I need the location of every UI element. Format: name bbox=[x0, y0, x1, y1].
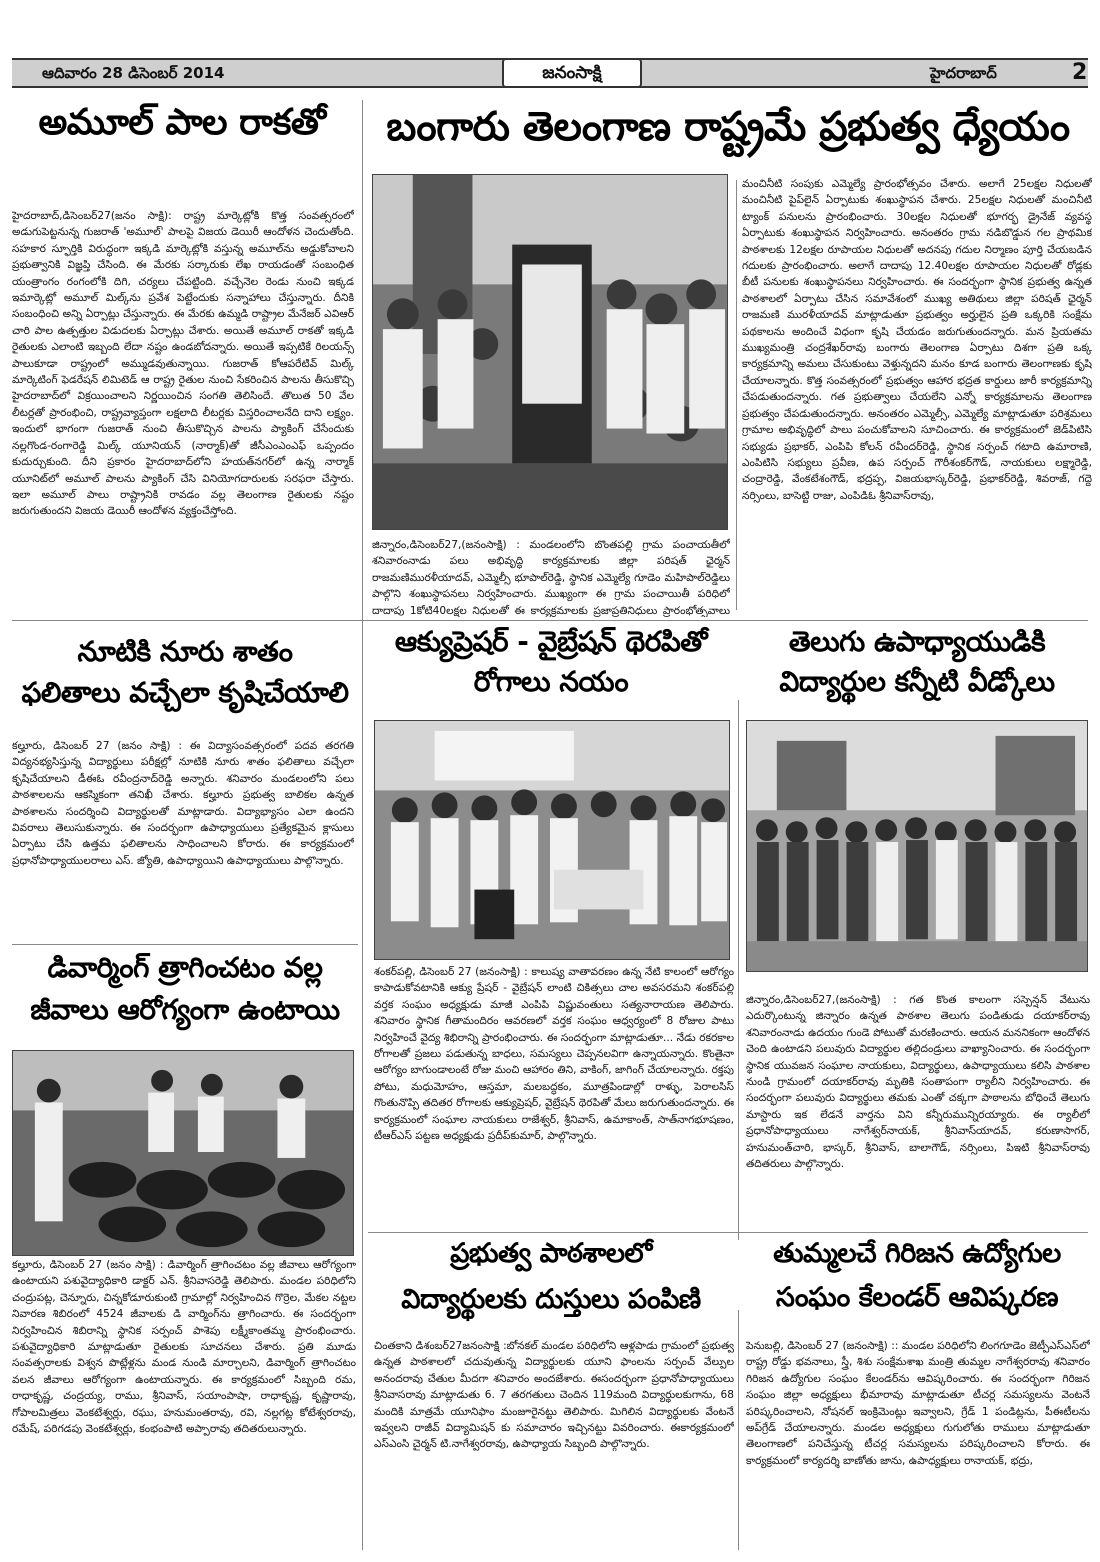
section-divider bbox=[12, 944, 358, 945]
telugu-teacher-headline-1: తెలుగు ఉపాధ్యాయుడికి bbox=[788, 625, 1046, 658]
hundred-percent-headline-2: ఫలితాలు వచ్చేలా కృషిచేయాలి bbox=[21, 676, 349, 709]
tummala-headline-2: సంఘం కేలండర్ ఆవిష్కరణ bbox=[775, 1282, 1059, 1313]
edition-city: హైదరాబాద్ bbox=[930, 64, 997, 82]
foundation-stone-photo bbox=[372, 174, 728, 530]
page-header-bar bbox=[12, 58, 1088, 88]
acupressure-headline-2: రోగాలు నయం bbox=[473, 665, 629, 698]
golden-telangana-headline: బంగారు తెలంగాణ రాష్ట్రమే ప్రభుత్వ ధ్యేయం bbox=[386, 104, 1070, 150]
hundred-percent-headline-1: నూటికి నూరు శాతం bbox=[77, 635, 293, 668]
column-divider bbox=[736, 180, 737, 610]
tummala-headline-1: తుమ్మలచే గిరిజన ఉద్యోగుల bbox=[773, 1238, 1061, 1269]
golden-telangana-body-right: మంచినీటి సంపుకు ఎమ్మెల్యే ప్రారంభోత్సవం చేశారు. అలాగే 25లక్షల నిధులతో మంచినీటి పైప్‌లైన్ ఏర్పాటుకు శంఖుస్థాపన చేశారు. 25లక్షల నిధులతో మంచినీటి ట్యాంక్ పనులను ప్రారంభించారు. 30లక్షల నిధులతో భూగర్భ డ్రైనేజ్ వ్యవస్థ ఏర్పాటుకు శంఖుస్థాపన నిర్వహించారు. అనంతరం గ్రామ నడిబొడ్డున గల ప్రాథమిక పాఠశాలకు 12లక్షల రూపాయల నిధులతో అదనపు గదుల నిర్మాణం పూర్తి చేయబడిన గదులకు ప్రారంభించారు. అలాగే దాదాపు 12.40లక్షల రూపాయల నిధులతో రోడ్లకు బీటీ పనులకు శంఖుస్థాపనలు నిర్వహించారు. ఈ సందర్భంగా స్థానిక ప్రభుత్వ ఉన్నత పాఠశాలలో ఏర్పాటు చేసిన సమావేశంలో ముఖ్య అతిథులు జిల్లా పరిషత్ ఛైర్మన్ రాజమణి మురళీయాదవ్ మాట్లాడుతూ ప్రభుత్వం అర్హులైన ప్రతి ఒక్కరికి సంక్షేమ పథకాలను అందించే విధంగా కృషి చేయడం జరుగుతుందన్నారు. మన ప్రియతమ ముఖ్యమంత్రి చంద్రశేఖర్‌రావు బంగారు తెలంగాణ ఏర్పాటు దిశగా ప్రతి ఒక్క కార్యక్రమాన్ని అమలు చేసుకుంటు వెళ్తున్నదని మనం కూడ బంగారు తెలంగాణకు కృషి చేయాలన్నారు. కొత్త సంవత్సరంలో ప్రభుత్వం ఆహార భద్రత కార్డులు జారీ కార్యక్రమాన్ని చేపడుతుందన్నారు. గత ప్రభుత్వాలు చేయలేని ఎన్నో కార్యక్రమాలను తెలంగాణ ప్రభుత్వం చేపడుతుందన్నారు. అనంతరం ఎమ్మెల్సీ, ఎమ్మెల్యే మాట్లాడుతూ పరిశ్రమలు గ్రామాల అభివృద్ధిలో పాలు పంచుకోవాలని సూచించారు. ఈ కార్యక్రమంలో జెడ్‌పిటిసి సభ్యుడు ప్రభాకర్, ఎంపిపి కోలన్ రవీందర్‌రెడ్డి, స్థానిక సర్పంచ్ గటాది ఉమారాణి, ఎంపిటిసి సభ్యులు ప్రవీణ, ఉప సర్పంచ్ గౌరీశంకర్‌గౌడ్, నాయకులు లక్ష్మారెడ్డి, చంద్రారెడ్డి, వేంకటేశంగౌడ్, భద్రప్ప, విజయభాస్కర్‌రెడ్డి, ప్రభాకర్‌రెడ్డి, శివరాజ్, గద్దె నర్సింలు, బాసెట్టి రాజు, ఎంపిడిఓ శ్రీనివాస్‌రావు, bbox=[742, 178, 1092, 502]
acupressure-body: శంకర్‌పల్లి, డిసెంబర్ 27 (జనంసాక్షి) : కాలుష్య వాతావరణం ఉన్న నేటి కాలంలో ఆరోగ్యం కాపాడుకోవటానికి ఆక్యు ప్రేషర్ - వైబ్రేషన్ లాంటి చికిత్సలు చాల అవసరమని శంకర్‌పల్లి వర్తక సంఘం అధ్యక్షుడు మాజీ ఎంపిపి విష్ణువంతులు సత్యనారాయణ తెలిపారు. శనివారం స్థానిక గీతామందిరం ఆవరణలో వర్తక సంఘం ఆధ్వర్యంలో 8 రోజుల పాటు నిర్వహించే వైద్య శిభిరాన్ని ప్రారంభించారు. ఈ సందర్భంగా మాట్లాడుతూ... నేడు రకరకాల రోగాలతో ప్రజలు పడుతున్న బాధలు, సమస్యలు చెప్పనలవిగా ఉన్నాయన్నారు. కొంతైనా ఆరోగ్యం బాగుండాలంటే రోజు మంచి ఆహారం తిని, వాకింగ్, జాగింగ్ చేయాలన్నారు. రక్తపు పోటు, మధుమోహం, ఆస్తమా, మలబద్ధకం, మూత్రపిండాల్లో రాళ్ళు, పెరాలసిస్ గొంతునొప్పి తదితర రోగాలకు ఆక్యుప్రెషర్, వైబ్రేషన్ థెరపితో మేలు జరుగుతుందన్నారు. ఈ కార్యక్రమంలో సంఘాల నాయకులు రాజేశ్వర్, శ్రీనివాస్, ఉమాకాంత్, సాత్‌నాగభూషణం, టీఆర్ఎస్ పట్టణ అధ్యక్షుడు ప్రదీప్‌కుమార్, పాల్గొన్నారు. bbox=[374, 966, 734, 1143]
column-divider bbox=[362, 100, 363, 1550]
acupressure-headline-1: ఆక్యుప్రెషర్ - వైబ్రేషన్ థెరపితో bbox=[394, 625, 708, 658]
section-divider bbox=[368, 1232, 1088, 1233]
issue-date: ఆదివారం 28 డిసెంబర్ 2014 bbox=[42, 64, 225, 82]
column-divider bbox=[738, 1310, 739, 1550]
page-number: 2 bbox=[1072, 60, 1088, 85]
teacher-rally-photo bbox=[746, 720, 1088, 972]
golden-telangana-body-left: జిన్నారం,డిసెంబర్27,(జనంసాక్షి) : మండలంలోని బొంతపల్లి గ్రామ పంచాయతీలో శనివారంనాడు పలు అభివృద్ధి కార్యక్రమాలకు జిల్లా పరిషత్ ఛైర్మన్ రాజమణిమురళీయాదవ్, ఎమ్మెల్సీ భూపాల్‌రెడ్డి, స్థానిక ఎమ్మెల్యే గూడెం మహిపాల్‌రెడ్డిలు పాల్గొని శంఖుస్థాపనలు నిర్వహించారు. ముఖ్యంగా ఈ గ్రామ పంచాయితీ పరిధిలో దాదాపు 1కోటి40లక్షల నిధులతో ఈ కార్యక్రమాలకు ప్రజాప్రతినిధులు ప్రారంభోత్సవాలు bbox=[372, 539, 730, 617]
section-divider bbox=[12, 620, 1088, 621]
amul-headline: అమూల్ పాల రాకతో bbox=[38, 102, 326, 143]
uniforms-body: చింతకాని డిశంబర్27జనంసాక్షి :బోనకల్ మండల పరిధిలోని ఆళ్లపాడు గ్రామంలో ప్రభుత్వ ఉన్నత పాఠశాలలో చదువుతున్న విద్యార్థులకు యూని ఫాంలను సర్పంచ్ వేల్పుల అనందరావు చేతుల మీదగా శనివారం అందజేశారు. ఈసందర్భంగా ప్రధానోపాధ్యాయులు శ్రీనివాసరావు మాట్లాడుతు 6. 7 తరగతులు చెందిన 119మంది విద్యార్థులకుగాను, 68 మందికి మాత్రమే యూనిఫాం మంజూరైనట్టు తెలిపారు. మిగిలిన విద్యార్థులకు వేంటనే ఇవ్వలని రాజీవ్ విద్యామిషన్ కు సమాచారం ఇచ్చినట్టు వివరించారు. ఈకార్యక్రమంలో ఎస్ఎంసి చైర్మన్ టి.నాగేశ్వరరావు, ఉపాధ్యాయ సిబ్బంది పాల్గొన్నారు. bbox=[374, 1340, 734, 1451]
newspaper-logo: జనంసాక్షి bbox=[502, 58, 642, 88]
uniforms-headline-1: ప్రభుత్వ పాఠశాలలో bbox=[450, 1238, 652, 1269]
deworming-headline-1: డివార్మింగ్ త్రాగించటం వల్ల bbox=[47, 951, 323, 984]
goats-deworming-photo bbox=[12, 1050, 354, 1256]
acupressure-camp-photo bbox=[374, 720, 730, 960]
hundred-percent-body: కల్హూరు, డిసెంబర్ 27 (జనం సాక్షి) : ఈ విద్యాసంవత్సరంలో పదవ తరగతి విద్యనభ్యసిస్తున్న విద్యార్థులు పరీక్షల్లో నూటికి నూరు శాతం ఫలితాలు వచ్చేలా కృషిచేయాలని డీఈఓ రవీంద్రనాద్‌రెడ్డి అన్నారు. శనివారం మండలంలోని పలు పాఠశాలలను ఆకస్మికంగా తనిఖీ చేశారు. కల్హూరు ప్రభుత్వ బాలికల ఉన్నత పాఠశాలను సందర్శించి విద్యార్థులతో మాట్లాడారు. విద్యాభ్యాసం ఎలా ఉందని వివరాలు తెలుసుకున్నారు. ఈ సందర్భంగా ఉపాధ్యాయులు ప్రత్యేకమైన క్లాసులు ఏర్పాటు చేసి ఉత్తమ ఫలితాలను సాధించాలని కోరారు. ఈ కార్యక్రమంలో ప్రధానోపాధ్యాయులరాలు ఎస్. జ్యోతి, ఉపాధ్యాయిని ఉపాధ్యాయులు పాల్గొన్నారు. bbox=[12, 740, 354, 867]
uniforms-headline-2: విద్యార్థులకు దుస్తులు పంపిణి bbox=[401, 1284, 701, 1315]
deworming-body: కల్హూరు, డిసెంబర్ 27 (జనం సాక్షి) : డివార్మింగ్ త్రాగించటం వల్ల జీవాలు ఆరోగ్యంగా ఉంటాయని పశువైద్యాధికారి డాక్టర్ ఎన్. శ్రీనివాసరెడ్డి తెలిపారు. మండల పరిధిలోని చంద్రుపట్ల, చెన్నూరు, చిన్నకోడూరుకుంటి గ్రామాల్లో నిర్వహించిన గొర్రెల, మేకల నట్టల నివారణ శిబిరంలో 4524 జీవాలకు డి వార్మింగ్‌ను త్రాగించారు. ఈ సందర్భంగా నిర్వహించిన శిబిరాన్ని స్థానిక సర్పంచ్ పాశెపు లక్ష్మీకాంతమ్మ ప్రారంభించారు. పశువైద్యాధికారి మాట్లాడుతూ రైతులకు సూచనలు చేశారు. ప్రతి మూడు సంవత్సరాలకు విశ్వన పొట్లేళ్లను మండ నుండి మార్చాలని, డివార్మింగ్ త్రాగించటం వలన జీవాలు ఆరోగ్యంగా ఉంటాయన్నారు. ఈ కార్యక్రమంలో సిబ్బంది రమ, రాధాకృష్ణ, చంద్రయ్య, రాము, శ్రీనివాస్, సయాంపాషా, రాధాకృష్ణ, కృష్ణారావు, గోపాలమిత్రలు వెంకటేశ్వర్లు, రఘు, హనుమంతరావు, రవి, నల్లగట్ల కోటేశ్వరరావు, రమేష్, పరిగడపు వెంకటేశ్వర్లు, కంభంపాటి అప్పారావు తదితరులున్నారు. bbox=[12, 1259, 356, 1436]
amul-article-body: హైదరాబాద్,డిసెంబర్27(జనం సాక్షి): రాష్ట్ర మార్కెట్లోకి కొత్త సంవత్సరంలో అడుగుపెట్టనున్న గుజరాత్ 'అమూల్' పాలపై విజయ డెయిరీ ఆందోళన చెందుతోంది. సహకార స్ఫూర్తికి విరుద్ధంగా ఇక్కడి మార్కెట్లోకి వస్తున్న అమూల్‌ను అడ్డుకోవాలని ప్రభుత్వానికి విజ్ఞప్తి చేసింది. ఈ మేరకు సర్కారుకు లేఖ రాయడంతో సంబంధిత యంత్రాంగం రంగంలోకి దిగి, చర్యలు చేపట్టింది. వచ్చేనెల రెండు నుంచి ఇక్కడ ఇమార్కెట్లో అమూల్ మిల్క్‌ను ప్రవేశ పెట్టేందుకు సన్నాహాలు చేస్తున్నారు. దీనికి సంబంధించి అన్ని ఏర్పాట్లు చేస్తున్నారు. ఈ మేరకు ఉమ్మడి రాష్ట్రాల మేనేజర్ ఎవిఆర్ చారి పాల ఉత్పత్తుల విడుదలకు ఏర్పాట్లు చేశారు. అయితే అమూల్ రాకతో ఇక్కడి రైతులకు ఎలాంటి ఇబ్బంది లేదా నష్టం ఉండబోదన్నారు. అయితే ఇప్పటికే రిలయన్స్ పాలుకూడా రాష్ట్రంలో అమ్ముడవుతున్నాయి. గుజరాత్ కోఆపరేటివ్ మిల్క్ మార్కెటింగ్ ఫెడరేషన్ లిమిటెడ్ ఆ రాష్ట్ర రైతుల నుంచి సేకరించిన పాలను తీసుకొచ్చి హైదరాబాద్‌లో విక్రయించాలని నిర్ణయించిన సంగతి తెలిసిందే. తొలుత 50 వేల లీటర్లతో ప్రారంభించి, రాష్ట్రవ్యాప్తంగా లక్షలాది లీటర్లకు విస్తరించాలనేది దాని లక్ష్యం. ఇందులో భాగంగా గుజరాత్ నుంచి తీసుకొచ్చిన పాలను ప్యాకింగ్ చేసేందుకు నల్లగొండ-రంగారెడ్డి మిల్క్ యూనియన్ (నార్మాక్)తో జీసీఎంఎంఎఫ్ ఒప్పందం కుదుర్చుకుంది. దీని ప్రకారం హైదరాబాద్‌లోని హయత్‌నగర్‌లో ఉన్న నార్మాక్ యూనిట్‌లో అమూల్ పాలను ప్యాకింగ్ చేసి వినియోగదారులకు సరఫరా చేస్తారు. ఇలా అమూల్ పాలు రాష్ట్రానికి రావడం వల్ల తెలంగాణ రైతులకు నష్టం జరుగుతుందని విజయ డెయిరీ ఆందోళన వ్యక్తంచేస్తోంది. bbox=[12, 210, 354, 518]
column-divider bbox=[738, 700, 739, 1240]
telugu-teacher-headline-2: విద్యార్థుల కన్నీటి వీడ్కోలు bbox=[779, 665, 1055, 698]
deworming-headline-2: జీవాలు ఆరోగ్యంగా ఉంటాయి bbox=[30, 993, 340, 1026]
telugu-teacher-body: జిన్నారం,డిసెంబర్27,(జనంసాక్షి) : గత కొంత కాలంగా సస్పెన్షన్ వేటును ఎదుర్కొంటున్న జిన్నారం ఉన్నత పాఠశాల తెలుగు పండితుడు దయాకర్‌రావు శనివారంనాడు ఉదయం గుండె పోటుతో మరణించారు. ఆయన మననికంగా ఆందోళన చెంది ఉంటాడని పలువురు విద్యార్థుల తల్లిదండ్రులు వాఖ్యానించారు. ఈ సందర్భంగా స్థానిక యువజన సంఘాల నాయకులు, విద్యార్థులు, ఉపాధ్యాయులు కలిసి పాఠశాల నుండి గ్రామంలో దయాకర్‌రావు మృతికి సంతాపంగా ర్యాలీని నిర్వహించారు. ఈ సందర్భంగా పలువురు విద్యార్థులు తమకు ఎంతో చక్కగా పాఠాలను బోధించే తెలుగు మాస్టారు ఇక లేడనే వార్తను విని కన్నీరుమున్నిరయ్యారు. ఈ ర్యాలీలో ప్రధానోపాధ్యాయులు నాగేశ్వర్‌నాయక్, శ్రీనివాస్‌యాదవ్, కరుణాసాగర్, హనుమంత్‌చారి, భాస్కర్, శ్రీనివాస్, బాలాగౌడ్, నర్సింలు, పిఇటి శ్రీనివాస్‌రావు తదితరులు పాల్గొన్నారు. bbox=[746, 994, 1090, 1171]
tummala-body: పెనుబల్లి, డిసెంబర్ 27 (జనంసాక్షి) :: మండల పరిధిలోని లింగగూడెం జెట్పీఎస్ఎస్‌లో రాష్ట్ర రోడ్డు భవనాలు, స్త్రీ, శిశు సంక్షేమశాఖ మంత్రి తుమ్మల నాగేశ్వరరావు శనివారం గిరిజన ఉద్యోగుల సంఘం కేలండర్‌ను ఆవిష్కరించారు. ఈ సందర్భంగా గిరిజన సంఘం జిల్లా అధ్యక్షులు భీమారావు మాట్లాడుతూ టీచర్ల సమస్యలను వెంటనే పరిష్కరించాలని, నోషనల్ ఇంక్రిమెంట్లు ఇవ్వాలని, గ్రేడ్ 1 పండిట్లను, పీఈటీలను అప్‌గ్రేడ్ చేయాలన్నారు. మండల అధ్యక్షులు గుగులోతు రాములు మాట్లాడుతూ తెలంగాణలో పనిచేస్తున్న టీచర్ల సమస్యలను పరిష్కరించాలని కోరారు. ఈ కార్యక్రమంలో కార్యదర్శి బాణోతు జాను, ఉపాధ్యక్షులు రానాయక్, భద్రు, bbox=[746, 1340, 1090, 1467]
